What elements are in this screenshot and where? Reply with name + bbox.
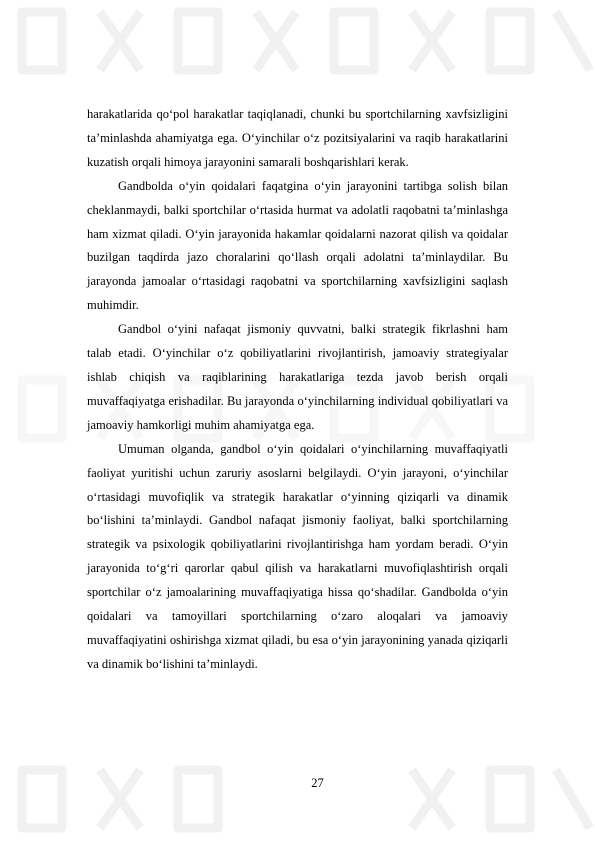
paragraph-2: Gandbolda o‘yin qoidalari faqatgina o‘yin jarayonini tartibga solish bilan cheklanmaydi, balki sportchilar o‘rtasida hurmat va adolatli raqobatni ta’minlashga ham xizmat qiladi. O‘yin jarayonida hakamlar qoidalarni nazorat qilish va qoidalar buzilgan taqdirda jazo choralarini qo‘llash orqali adolatni ta’minlaydilar. Bu jarayonda jamoalar o‘rtasidagi raqobatni va sportchilarning xavfsizligini saqlash muhimdir. (87, 178, 508, 313)
paragraph-3: Gandbol o‘yini nafaqat jismoniy quvvatni, balki strategik fikrlashni ham talab etadi. O‘yinchilar o‘z qobiliyatlarini rivojlantirish, jamoaviy strategiyalar ishlab chiqish va raqiblarining harakatlariga tezda javob berish orqali muvaffaqiyatga erishadilar. Bu jarayonda o‘yinchilarning individual qobiliyatlari va jamoaviy hamkorligi muhim ahamiyatga ega. (87, 322, 508, 432)
document-body (87, 103, 508, 677)
paragraph-4: Umuman olganda, gandbol o‘yin qoidalari o‘yinchilarning muvaffaqiyatli faoliyat yuritishi uchun zaruriy asoslarni belgilaydi. O‘yin jarayoni, o‘yinchilar o‘rtasidagi muvofiqlik va strategik harakatlar o‘yinning qiziqarli va dinamik bo‘lishini ta’minlaydi. Gandbol nafaqat jismoniy faoliyat, balki sportchilarning strategik va psixologik qobiliyatlarini rivojlantirishga ham yordam beradi. O‘yin jarayonida to‘g‘ri qarorlar qabul qilish va harakatlarni muvofiqlashtirish orqali sportchilar o‘z jamoalarining muvaffaqiyatiga hissa qo‘shadilar. Gandbolda o‘yin qoidalari va tamoyillari sportchilarning o‘zaro aloqalari va jamoaviy muvaffaqiyatini oshirishga xizmat qiladi, bu esa o‘yin jarayonining yanada qiziqarli va dinamik bo‘lishini ta’minlaydi. (87, 441, 508, 671)
paragraph-1: harakatlarida qo‘pol harakatlar taqiqlanadi, chunki bu sportchilarning xavfsizligini ta’minlashda ahamiyatga ega. O‘yinchilar o‘z pozitsiyalarini va raqib harakatlarini kuzatish orqali himoya jarayonini samarali boshqarishlari kerak. (87, 107, 508, 169)
watermark-row-top (22, 12, 590, 70)
page-number: 27 (311, 776, 324, 790)
